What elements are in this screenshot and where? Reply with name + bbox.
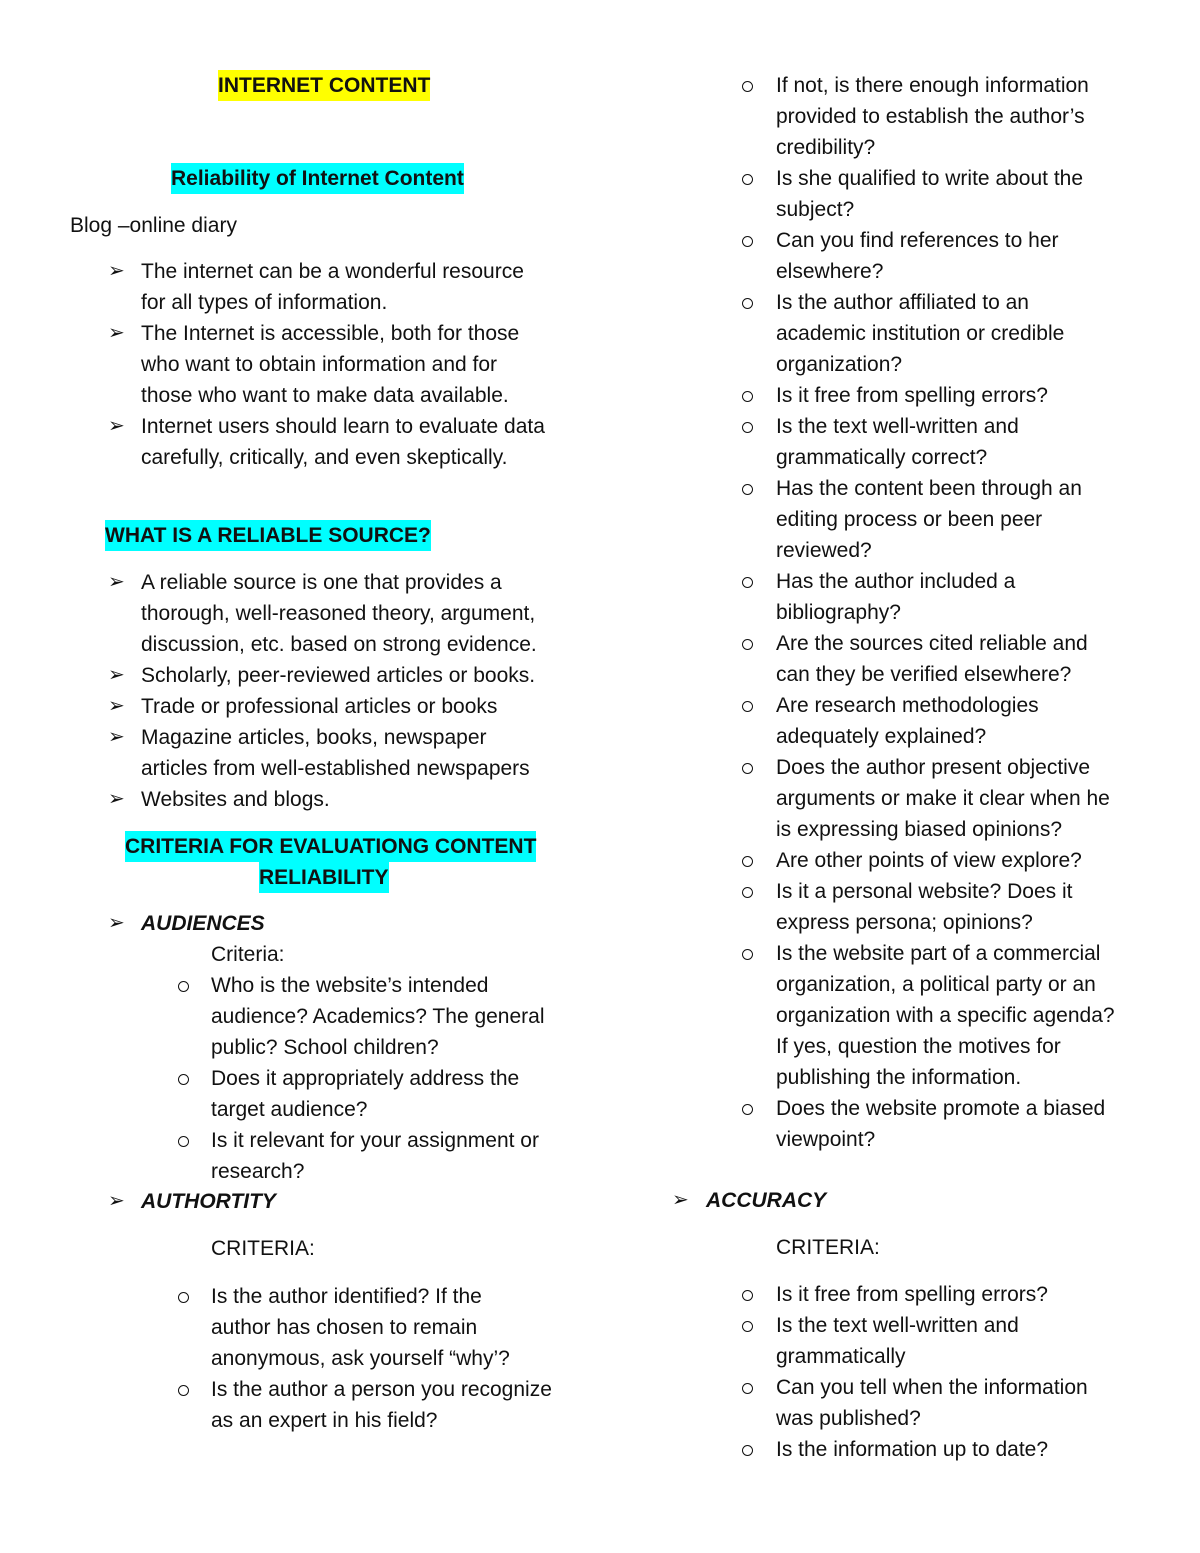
bullet-text: The internet can be a wonderful resource [141, 260, 524, 283]
list-item-text: Can you tell when the information [776, 1376, 1088, 1399]
list-item-text: organization? [776, 353, 903, 376]
list-item-text: Is it free from spelling errors? [776, 384, 1048, 407]
circle-bullet-icon [742, 639, 753, 650]
circle-bullet-icon [178, 981, 189, 992]
arrow-bullet-icon: ➢ [108, 912, 125, 934]
circle-bullet-icon [178, 1292, 189, 1303]
circle-bullet-icon [742, 422, 753, 433]
list-item-text: Does it appropriately address the [211, 1067, 520, 1090]
list-item-text: Can you find references to her [776, 229, 1059, 252]
list-item-text: organization with a specific agenda? [776, 1004, 1115, 1027]
circle-bullet-icon [742, 887, 753, 898]
list-item-text: public? School children? [211, 1036, 439, 1059]
subsection-heading: AUDIENCES [141, 912, 265, 935]
circle-bullet-icon [742, 1445, 753, 1456]
bullet-text: The Internet is accessible, both for those [141, 322, 520, 345]
arrow-bullet-icon: ➢ [672, 1189, 689, 1211]
list-item-text: audience? Academics? The general [211, 1005, 545, 1028]
circle-bullet-icon [742, 174, 753, 185]
list-item-text: grammatically [776, 1345, 906, 1368]
list-item-text: target audience? [211, 1098, 368, 1121]
list-item-text: elsewhere? [776, 260, 884, 283]
circle-bullet-icon [742, 701, 753, 712]
bullet-text: Trade or professional articles or books [141, 695, 498, 718]
list-item-text: Is she qualified to write about the [776, 167, 1084, 190]
arrow-bullet-icon: ➢ [108, 664, 125, 686]
bullet-text: Websites and blogs. [141, 788, 330, 811]
section-heading: Reliability of Internet Content [171, 163, 464, 194]
list-item-text: Are research methodologies [776, 694, 1039, 717]
list-item-text: Is the information up to date? [776, 1438, 1049, 1461]
list-item-text: is expressing biased opinions? [776, 818, 1063, 841]
list-item-text: Does the website promote a biased [776, 1097, 1106, 1120]
list-item-text: arguments or make it clear when he [776, 787, 1110, 810]
circle-bullet-icon [742, 81, 753, 92]
bullet-text: Internet users should learn to evaluate data [141, 415, 545, 438]
circle-bullet-icon [742, 763, 753, 774]
list-item-text: reviewed? [776, 539, 872, 562]
list-item-text: adequately explained? [776, 725, 987, 748]
list-item-text: organization, a political party or an [776, 973, 1096, 996]
circle-bullet-icon [742, 577, 753, 588]
list-item-text: Are other points of view explore? [776, 849, 1082, 872]
list-item-text: anonymous, ask yourself “why’? [211, 1347, 510, 1370]
section-heading: WHAT IS A RELIABLE SOURCE? [105, 520, 431, 551]
list-item-text: publishing the information. [776, 1066, 1022, 1089]
bullet-text: articles from well-established newspapers [141, 757, 530, 780]
circle-bullet-icon [742, 1104, 753, 1115]
arrow-bullet-icon: ➢ [108, 260, 125, 282]
list-item-text: Is the website part of a commercial [776, 942, 1101, 965]
bullet-text: A reliable source is one that provides a [141, 571, 502, 594]
criteria-label: CRITERIA: [211, 1237, 315, 1260]
list-item-text: Has the author included a [776, 570, 1016, 593]
circle-bullet-icon [178, 1385, 189, 1396]
section-heading: RELIABILITY [259, 862, 389, 893]
list-item-text: viewpoint? [776, 1128, 876, 1151]
list-item-text: grammatically correct? [776, 446, 988, 469]
bullet-text: discussion, etc. based on strong evidence. [141, 633, 537, 656]
circle-bullet-icon [178, 1074, 189, 1085]
bullet-text: who want to obtain information and for [141, 353, 498, 376]
criteria-label: CRITERIA: [776, 1236, 880, 1259]
bullet-text: for all types of information. [141, 291, 388, 314]
circle-bullet-icon [742, 391, 753, 402]
list-item-text: subject? [776, 198, 855, 221]
list-item-text: credibility? [776, 136, 876, 159]
list-item-text: Is the author identified? If the [211, 1285, 482, 1308]
list-item-text: Is it free from spelling errors? [776, 1283, 1048, 1306]
circle-bullet-icon [742, 1321, 753, 1332]
arrow-bullet-icon: ➢ [108, 322, 125, 344]
subsection-heading: AUTHORTITY [141, 1190, 276, 1213]
circle-bullet-icon [742, 1290, 753, 1301]
arrow-bullet-icon: ➢ [108, 1190, 125, 1212]
list-item-text: editing process or been peer [776, 508, 1043, 531]
section-heading: CRITERIA FOR EVALUATIONG CONTENT [125, 831, 536, 862]
bullet-text: those who want to make data available. [141, 384, 509, 407]
arrow-bullet-icon: ➢ [108, 726, 125, 748]
list-item-text: Is the text well-written and [776, 415, 1019, 438]
circle-bullet-icon [742, 949, 753, 960]
list-item-text: Who is the website’s intended [211, 974, 489, 997]
list-item-text: author has chosen to remain [211, 1316, 478, 1339]
bullet-text: carefully, critically, and even skeptically. [141, 446, 508, 469]
list-item-text: was published? [776, 1407, 921, 1430]
arrow-bullet-icon: ➢ [108, 695, 125, 717]
page-title: INTERNET CONTENT [218, 70, 430, 101]
circle-bullet-icon [742, 484, 753, 495]
bullet-text: thorough, well-reasoned theory, argument, [141, 602, 536, 625]
list-item-text: research? [211, 1160, 305, 1183]
criteria-label: Criteria: [211, 943, 285, 966]
arrow-bullet-icon: ➢ [108, 415, 125, 437]
list-item-text: as an expert in his field? [211, 1409, 438, 1432]
circle-bullet-icon [742, 856, 753, 867]
bullet-text: Scholarly, peer-reviewed articles or books. [141, 664, 536, 687]
list-item-text: If not, is there enough information [776, 74, 1089, 97]
list-item-text: can they be verified elsewhere? [776, 663, 1072, 686]
circle-bullet-icon [742, 298, 753, 309]
bullet-text: Magazine articles, books, newspaper [141, 726, 487, 749]
circle-bullet-icon [742, 236, 753, 247]
list-item-text: Has the content been through an [776, 477, 1082, 500]
list-item-text: express persona; opinions? [776, 911, 1033, 934]
body-text: Blog –online diary [70, 214, 237, 237]
arrow-bullet-icon: ➢ [108, 788, 125, 810]
list-item-text: Is it a personal website? Does it [776, 880, 1073, 903]
circle-bullet-icon [178, 1136, 189, 1147]
list-item-text: Are the sources cited reliable and [776, 632, 1088, 655]
arrow-bullet-icon: ➢ [108, 571, 125, 593]
list-item-text: provided to establish the author’s [776, 105, 1085, 128]
list-item-text: If yes, question the motives for [776, 1035, 1061, 1058]
list-item-text: academic institution or credible [776, 322, 1065, 345]
circle-bullet-icon [742, 1383, 753, 1394]
list-item-text: Does the author present objective [776, 756, 1091, 779]
list-item-text: bibliography? [776, 601, 901, 624]
list-item-text: Is it relevant for your assignment or [211, 1129, 539, 1152]
list-item-text: Is the author affiliated to an [776, 291, 1029, 314]
subsection-heading: ACCURACY [706, 1189, 827, 1212]
list-item-text: Is the text well-written and [776, 1314, 1019, 1337]
list-item-text: Is the author a person you recognize [211, 1378, 552, 1401]
